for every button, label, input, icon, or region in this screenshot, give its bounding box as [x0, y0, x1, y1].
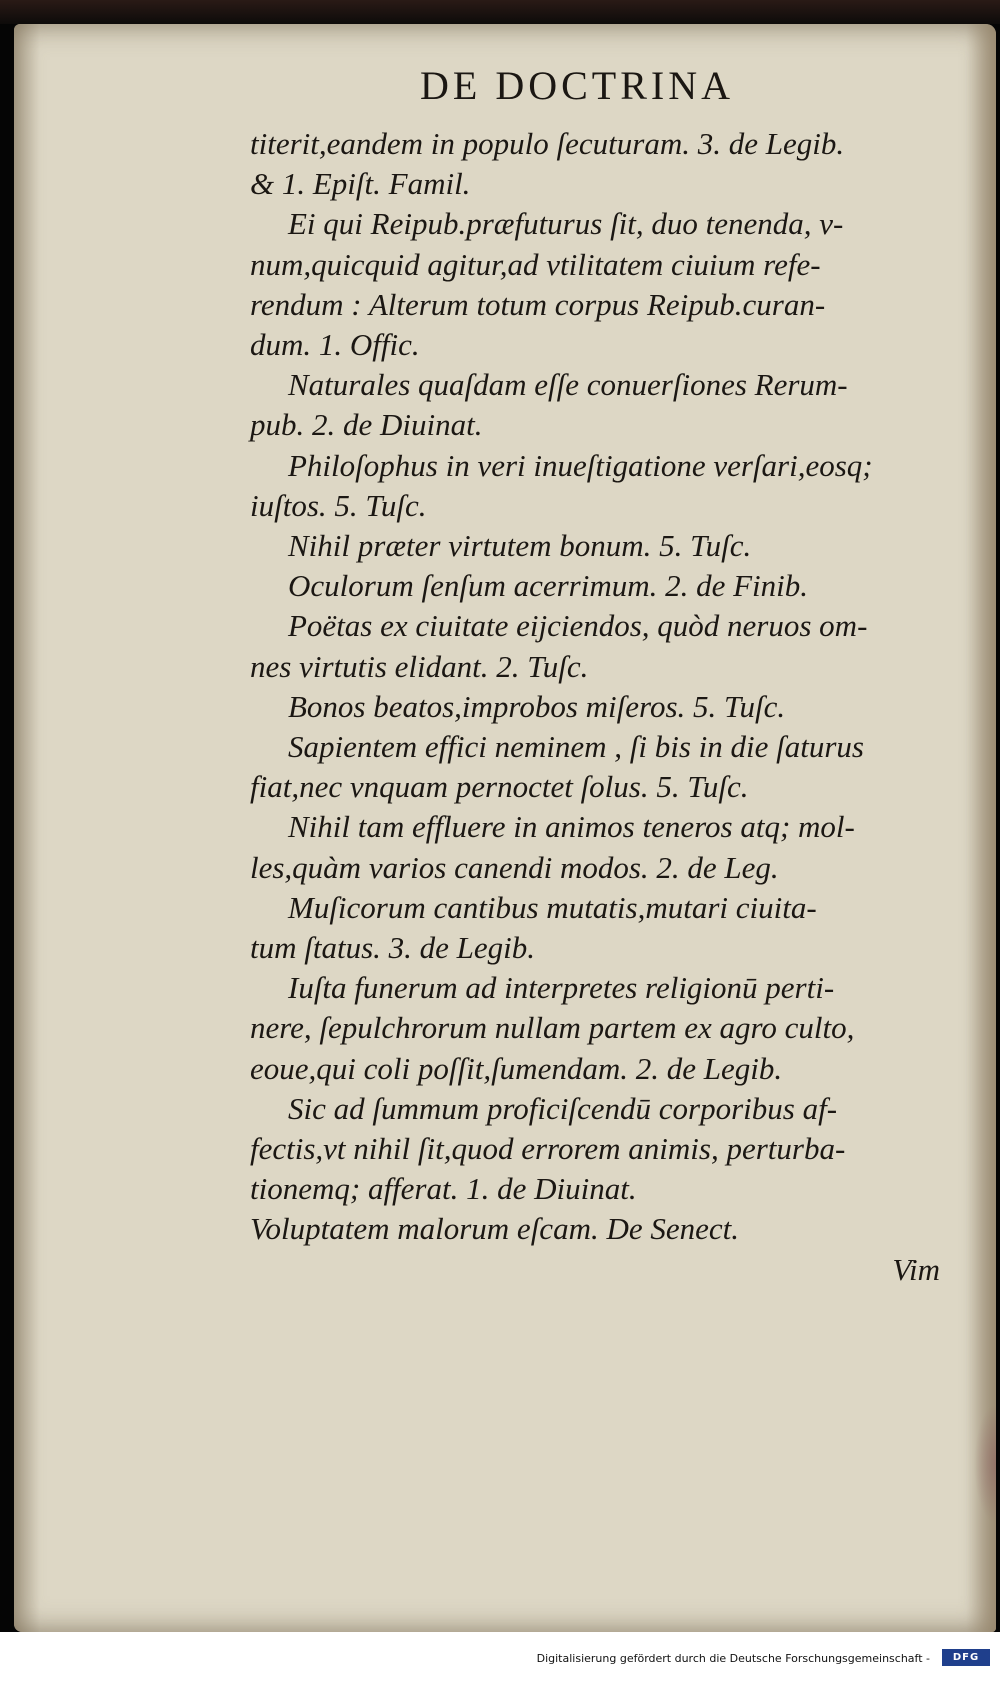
running-title: DE DOCTRINA	[420, 63, 734, 108]
text-line: num,quicquid agitur,ad vtilitatem ciuium refe-	[250, 246, 821, 282]
text-line: Sic ad ſummum proficiſcendū corporibus af-	[288, 1090, 838, 1126]
text-line: les,quàm varios canendi modos. 2. de Leg.	[250, 849, 779, 885]
text-line: nere, ſepulchrorum nullam partem ex agro culto,	[250, 1010, 855, 1046]
text-line: Bonos beatos,improbos miſeros. 5. Tuſc.	[288, 688, 786, 724]
text-line: nes virtutis elidant. 2. Tuſc.	[250, 648, 589, 684]
text-line: fiat,nec vnquam pernoctet ſolus. 5. Tuſc.	[250, 769, 749, 805]
text-line: Naturales quaſdam eſſe conuerſiones Rerum-	[288, 367, 848, 403]
text-line: Sapientem effici neminem , ſi bis in die ſaturus	[288, 729, 864, 765]
text-line: Ei qui Reipub.præfuturus ſit, duo tenenda, v-	[288, 206, 844, 242]
text-line: Poëtas ex ciuitate eijciendos, quòd neruos om-	[288, 608, 868, 644]
page-thumb-mark	[974, 1404, 996, 1524]
page-gutter-shadow	[14, 24, 40, 1632]
text-line: Oculorum ſenſum acerrimum. 2. de Finib.	[288, 568, 809, 604]
footer-bar	[0, 1632, 1000, 1701]
text-line: & 1. Epiſt. Famil.	[250, 166, 471, 202]
text-line: Iuſta funerum ad interpretes religionū perti-	[288, 970, 835, 1006]
text-line: dum. 1. Offic.	[250, 327, 420, 363]
footer-credit: Digitalisierung gefördert durch die Deutsche Forschungsgemeinschaft -	[536, 1652, 930, 1665]
text-line: titerit,eandem in populo ſecuturam. 3. de Legib.	[250, 126, 845, 161]
text-line: Voluptatem malorum eſcam. De Senect.	[250, 1211, 739, 1247]
catchword: Vim	[892, 1251, 940, 1287]
scan-top-edge	[0, 0, 1000, 24]
text-line: Philoſophus in veri inueſtigatione verſari,eosq;	[288, 447, 873, 483]
text-line: iuſtos. 5. Tuſc.	[250, 487, 427, 523]
text-line: pub. 2. de Diuinat.	[250, 407, 483, 443]
text-line: Nihil præter virtutem bonum. 5. Tuſc.	[288, 528, 752, 564]
text-line: Muſicorum cantibus mutatis,mutari ciuita-	[288, 889, 817, 925]
text-line: fectis,vt nihil ſit,quod errorem animis, perturba-	[250, 1131, 846, 1167]
dfg-logo-icon: DFG	[942, 1649, 990, 1666]
text-line: tum ſtatus. 3. de Legib.	[250, 930, 536, 966]
page-edge-shadow	[966, 24, 996, 1632]
text-line: rendum : Alterum totum corpus Reipub.curan-	[250, 286, 826, 322]
body-text	[250, 124, 940, 1290]
text-line: Nihil tam effluere in animos teneros atq; mol-	[288, 809, 855, 845]
text-line: tionemq; afferat. 1. de Diuinat.	[250, 1171, 637, 1207]
text-line: eoue,qui coli poſſit,ſumendam. 2. de Legib.	[250, 1050, 783, 1086]
